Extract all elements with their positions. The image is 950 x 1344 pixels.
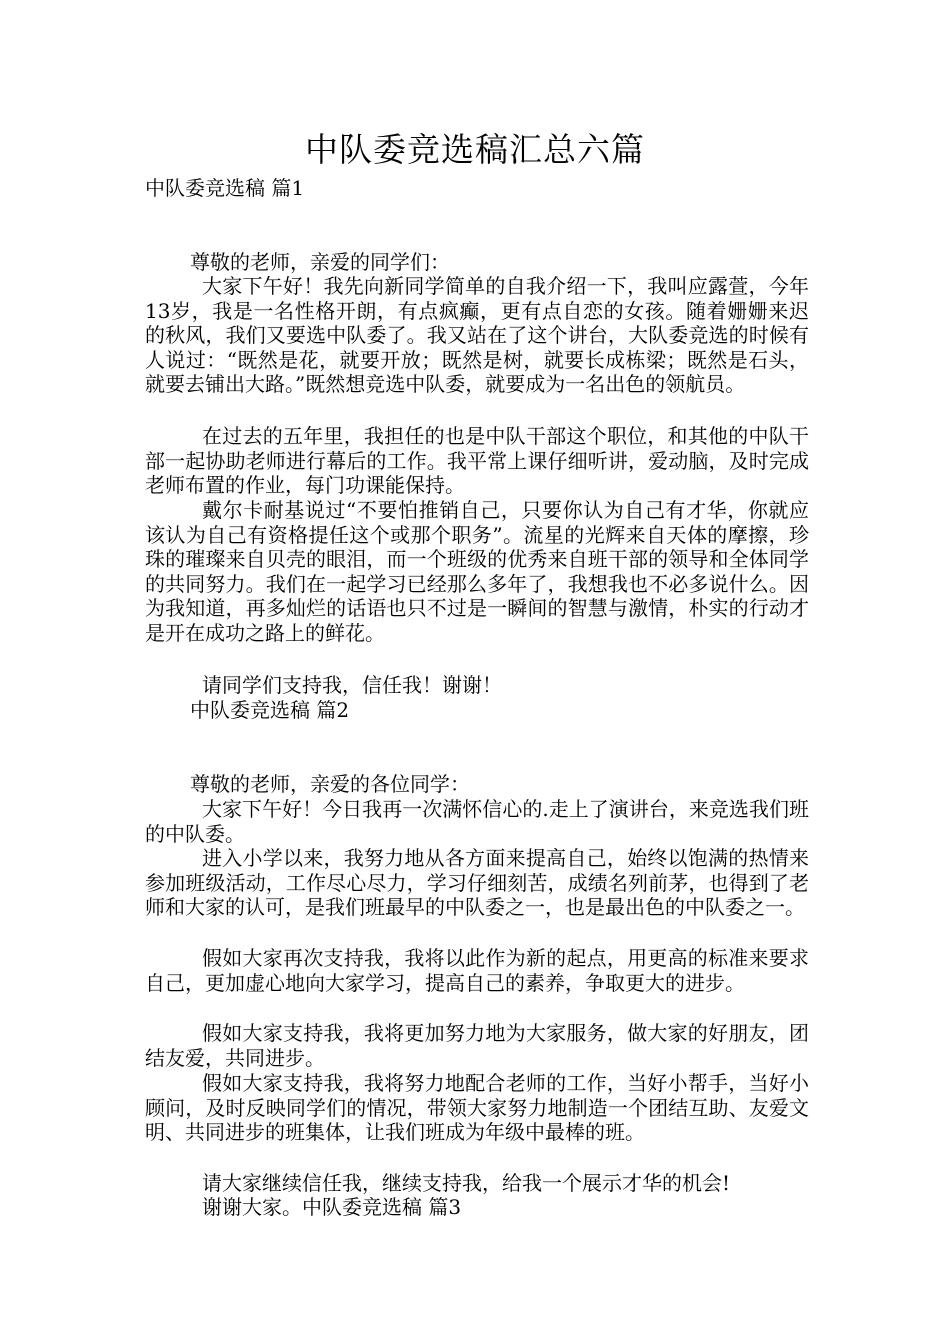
section-1-paragraph-3: 戴尔卡耐基说过“不要怕推销自己，只要你认为自己有才华，你就应该认为自己有资格提任这个或那个职务”。流星的光辉来自天体的摩擦，珍珠的璀璨来自贝壳的眼泪，而一个班级的优秀来自班干部的领导和全体同学的共同努力。我们在一起学习已经那么多年了，我想我也不必多说什么。因为我知道，再多灿烂的话语也只不过是一瞬间的智慧与激情，朴实的行动才是开在成功之路上的鲜花。: [145, 498, 809, 645]
document-title: 中队委竞选稿汇总六篇: [305, 130, 645, 169]
section-1-paragraph-4: 请同学们支持我，信任我！谢谢！: [202, 673, 502, 697]
section-2-paragraph-6: 请大家继续信任我，继续支持我，给我一个展示才华的机会!: [202, 1171, 731, 1195]
section-1-heading: 中队委竞选稿 篇1: [145, 176, 305, 200]
section-2-paragraph-5: 假如大家支持我，我将努力地配合老师的工作，当好小帮手，当好小顾问，及时反映同学们的情况，带领大家努力地制造一个团结互助、友爱文明、共同进步的班集体，让我们班成为年级中最棒的班。: [145, 1071, 809, 1145]
section-2-paragraph-3: 假如大家再次支持我，我将以此作为新的起点，用更高的标准来要求自己，更加虚心地向大家学习，提高自己的素养，争取更大的进步。: [145, 946, 809, 995]
section-2-heading: 中队委竞选稿 篇2: [190, 698, 350, 722]
section-1-paragraph-2: 在过去的五年里，我担任的也是中队干部这个职位，和其他的中队干部一起协助老师进行幕后的工作。我平常上课仔细听讲，爱动脑，及时完成老师布置的作业，每门功课能保持。: [145, 424, 809, 498]
section-2-paragraph-2: 进入小学以来，我努力地从各方面来提高自己，始终以饱满的热情来参加班级活动，工作尽心尽力，学习仔细刻苦，成绩名列前茅，也得到了老师和大家的认可，是我们班最早的中队委之一，也是最出色的中队委之一。: [145, 846, 809, 920]
section-2-paragraph-1: 大家下午好！今日我再一次满怀信心的.走上了演讲台，来竞选我们班的中队委。: [145, 797, 809, 846]
section-2-paragraph-4: 假如大家支持我，我将更加努力地为大家服务，做大家的好朋友，团结友爱，共同进步。: [145, 1021, 809, 1070]
section-1-salutation: 尊敬的老师，亲爱的同学们：: [190, 250, 450, 274]
section-2-salutation: 尊敬的老师，亲爱的各位同学：: [190, 772, 470, 796]
section-2-closing: 谢谢大家。中队委竞选稿 篇3: [202, 1195, 462, 1219]
section-1-paragraph-1: 大家下午好！我先向新同学简单的自我介绍一下，我叫应露萱，今年13岁，我是一名性格开朗，有点疯癫，更有点自恋的女孩。随着姗姗来迟的秋风，我们又要选中队委了。我又站在了这个讲台，大队委竞选的时候有人说过：“既然是花，就要开放；既然是树，就要长成栋梁；既然是石头，就要去铺出大路。”既然想竞选中队委，就要成为一名出色的领航员。: [145, 274, 809, 397]
